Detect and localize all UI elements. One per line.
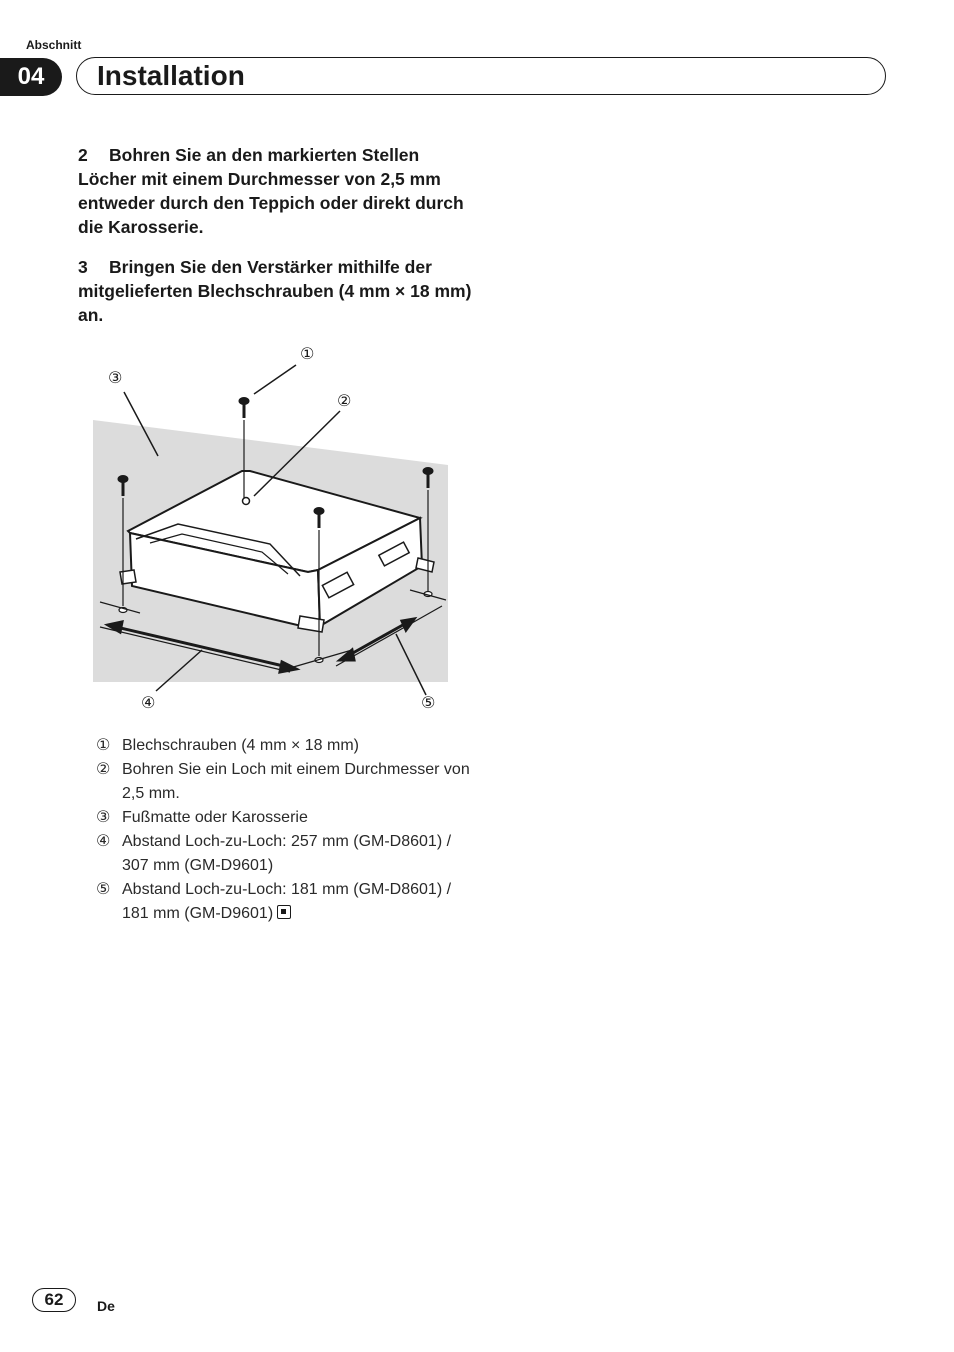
legend-item xyxy=(96,830,476,878)
legend-marker: ③ xyxy=(96,809,111,826)
step-number: 3 xyxy=(78,257,88,277)
step-3 xyxy=(78,255,478,327)
title-bar xyxy=(76,57,886,95)
legend-item xyxy=(96,758,476,806)
legend-text: Bohren Sie ein Loch mit einem Durchmesser von 2,5 mm. xyxy=(122,761,470,802)
step-text: Bohren Sie an den markierten Stellen Löcher mit einem Durchmesser von 2,5 mm entweder durch den Teppich oder direkt durch die Karosserie. xyxy=(78,145,464,237)
step-2 xyxy=(78,143,478,239)
page-number: 62 xyxy=(32,1288,76,1312)
legend-text: Fußmatte oder Karosserie xyxy=(122,809,308,826)
callout-4: ④ xyxy=(141,693,156,712)
callout-1: ① xyxy=(300,344,315,363)
section-number: 04 xyxy=(0,58,62,96)
section-label: Abschnitt xyxy=(26,38,82,52)
legend-item xyxy=(96,806,476,830)
legend-marker: ② xyxy=(96,761,111,778)
legend-item xyxy=(96,734,476,758)
step-number: 2 xyxy=(78,145,88,165)
legend-marker: ⑤ xyxy=(96,881,111,898)
installation-figure xyxy=(90,338,460,718)
legend-text: Abstand Loch-zu-Loch: 257 mm (GM-D8601) / 307 mm (GM-D9601) xyxy=(122,833,452,874)
language-code: De xyxy=(97,1298,115,1314)
end-mark-icon xyxy=(277,905,291,919)
legend-item xyxy=(96,878,476,926)
legend-marker: ① xyxy=(96,737,111,754)
legend-text: Blechschrauben (4 mm × 18 mm) xyxy=(122,737,359,754)
callout-2: ② xyxy=(337,391,352,410)
page-title: Installation xyxy=(97,60,245,91)
callout-5: ⑤ xyxy=(421,693,436,712)
legend-text: Abstand Loch-zu-Loch: 181 mm (GM-D8601) / 181 mm (GM-D9601) xyxy=(122,881,452,922)
step-text: Bringen Sie den Verstärker mithilfe der mitgelieferten Blechschrauben (4 mm × 18 mm) an. xyxy=(78,257,472,325)
figure-legend xyxy=(96,734,476,926)
callout-3: ③ xyxy=(108,368,123,387)
legend-marker: ④ xyxy=(96,833,111,850)
